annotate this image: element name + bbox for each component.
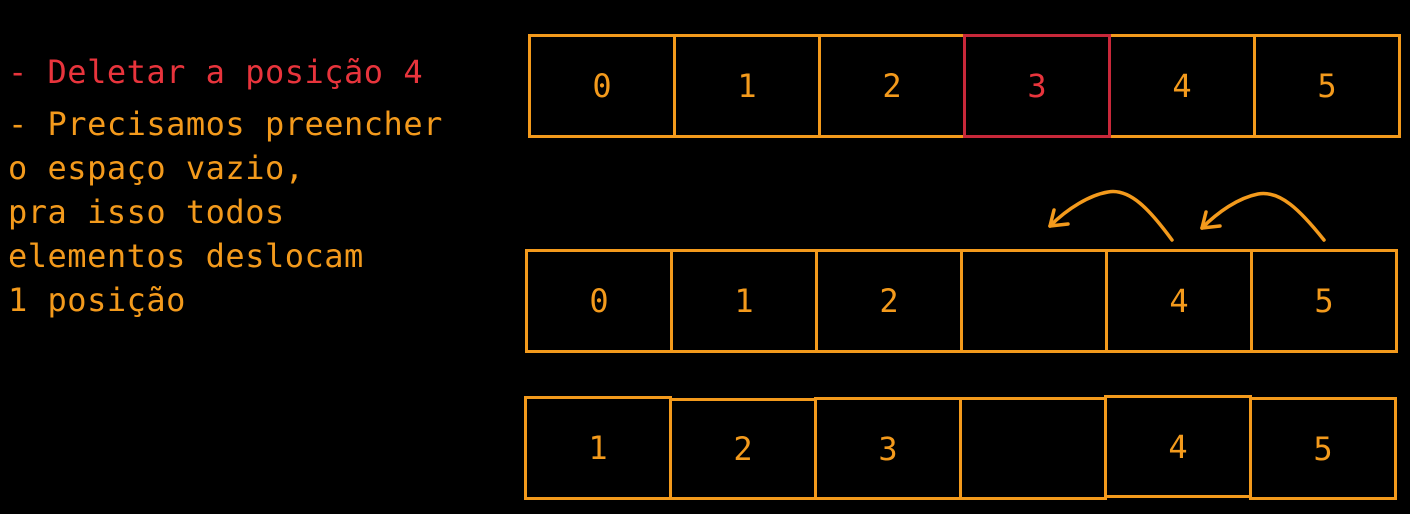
array-original-cell-5: 5 [1253, 34, 1401, 138]
array-original-cell-1: 1 [673, 34, 821, 138]
array-original-cell-3: 3 [963, 34, 1111, 138]
array-after-delete-cell-2: 2 [815, 249, 963, 353]
array-after-shift-cell-2: 3 [814, 397, 962, 500]
array-original-cell-0: 0 [528, 34, 676, 138]
explain-line-4: elementos deslocam [8, 237, 364, 275]
array-original-cell-4: 4 [1108, 34, 1256, 138]
explain-line-5: 1 posição [8, 281, 186, 319]
explain-line-2: o espaço vazio, [8, 149, 305, 187]
shift-arrow-4-to-3 [1050, 192, 1172, 240]
array-after-shift-cell-0: 1 [524, 396, 672, 500]
array-after-delete-cell-0: 0 [525, 249, 673, 353]
array-original-cell-2: 2 [818, 34, 966, 138]
shift-arrow-5-to-4 [1202, 193, 1324, 240]
array-after-delete-cell-4: 4 [1105, 249, 1253, 353]
delete-instruction: - Deletar a posição 4 [8, 53, 424, 91]
array-after-shift-cell-1: 2 [669, 398, 817, 500]
array-after-delete-cell-5: 5 [1250, 249, 1398, 353]
array-after-shift-cell-4: 4 [1104, 395, 1252, 498]
array-after-shift-cell-5: 5 [1249, 397, 1397, 500]
explain-line-1: - Precisamos preencher [8, 105, 443, 143]
array-after-delete-cell-1: 1 [670, 249, 818, 353]
explain-line-3: pra isso todos [8, 193, 285, 231]
